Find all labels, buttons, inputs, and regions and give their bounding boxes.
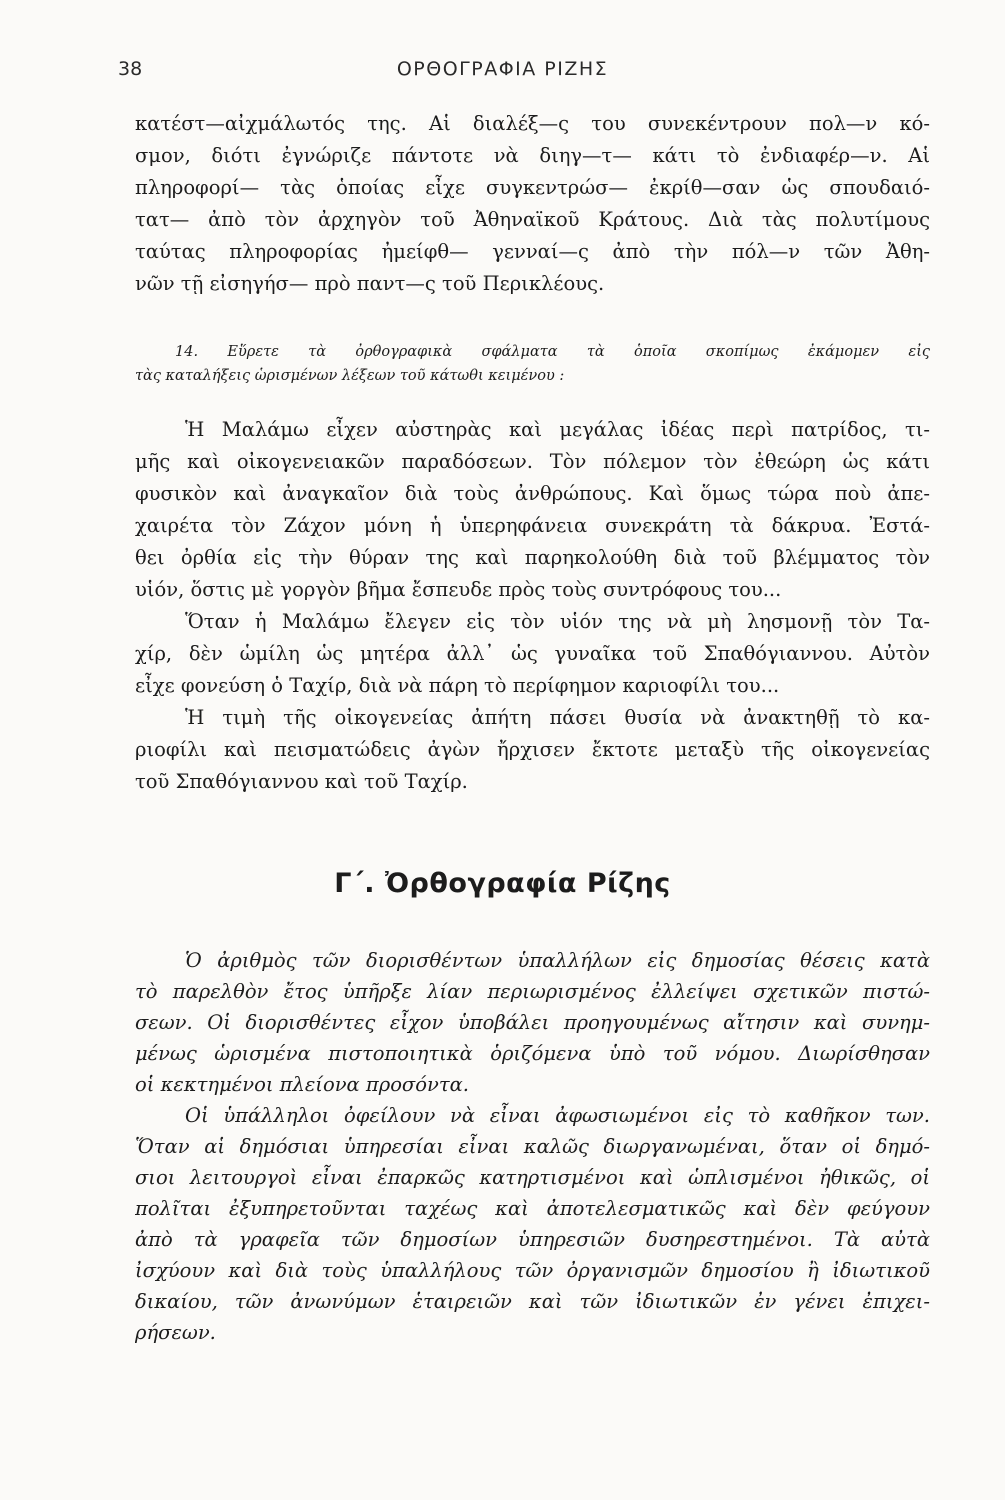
text-line: χίρ, δὲν ὡμίλη ὡς μητέρα ἀλλ᾽ ὡς γυναῖκα τοῦ Σπαθόγιαννου. Αὐτὸν bbox=[135, 642, 930, 665]
text-line: κατέστ—αἰχμάλωτός της. Αἱ διαλέξ—ς του συνεκέντρουν πολ—ν κό- bbox=[135, 112, 930, 135]
text-line: φυσικὸν καὶ ἀναγκαῖον διὰ τοὺς ἀνθρώπους. Καὶ ὅμως τώρα ποὺ ἀπε- bbox=[135, 482, 930, 505]
text-line: θει ὀρθία εἰς τὴν θύραν της καὶ παρηκολούθη διὰ τοῦ βλέμματος τὸν bbox=[135, 546, 930, 569]
text-line: ρήσεων. bbox=[135, 1321, 216, 1344]
text-line: χαιρέτα τὸν Ζάχον μόνη ἡ ὑπερηφάνεια συνεκράτη τὰ δάκρυα. Ἐστά- bbox=[135, 514, 930, 537]
text-line: ριοφίλι καὶ πεισματώδεις ἀγὼν ἤρχισεν ἔκτοτε μεταξὺ τῆς οἰκογενείας bbox=[135, 738, 930, 761]
page-number: 38 bbox=[118, 58, 143, 80]
text-line: εἶχε φονεύση ὁ Ταχίρ, διὰ νὰ πάρη τὸ περίφημον καριοφίλι του... bbox=[135, 674, 780, 697]
text-line: ταύτας πληροφορίας ἠμείφθ— γενναί—ς ἀπὸ τὴν πόλ—ν τῶν Ἀθη- bbox=[135, 240, 930, 263]
text-line: δικαίου, τῶν ἀνωνύμων ἑταιρειῶν καὶ τῶν ἰδιωτικῶν ἐν γένει ἐπιχει- bbox=[135, 1290, 930, 1313]
text-line: οἱ κεκτημένοι πλείονα προσόντα. bbox=[135, 1073, 469, 1096]
text-line: πολῖται ἐξυπηρετοῦνται ταχέως καὶ ἀποτελεσματικῶς καὶ δὲν φεύγουν bbox=[135, 1197, 930, 1220]
text-line: μένως ὡρισμένα πιστοποιητικὰ ὁριζόμενα ὑπὸ τοῦ νόμου. Διωρίσθησαν bbox=[135, 1042, 930, 1065]
text-line: νῶν τῇ εἰσηγήσ— πρὸ παντ—ς τοῦ Περικλέους. bbox=[135, 272, 605, 295]
text-line: σιοι λειτουργοὶ εἶναι ἐπαρκῶς κατηρτισμένοι καὶ ὡπλισμένοι ἠθικῶς, οἱ bbox=[135, 1166, 930, 1189]
text-line: Ἡ Μαλάμω εἶχεν αὐστηρὰς καὶ μεγάλας ἰδέας περὶ πατρίδος, τι- bbox=[185, 418, 930, 441]
running-head bbox=[0, 58, 1005, 88]
text-line: τατ— ἀπὸ τὸν ἀρχηγὸν τοῦ Ἀθηναϊκοῦ Κράτους. Διὰ τὰς πολυτίμους bbox=[135, 208, 930, 231]
text-line: σμον, διότι ἐγνώριζε πάντοτε νὰ διηγ—τ— κάτι τὸ ἐνδιαφέρ—ν. Αἱ bbox=[135, 144, 930, 167]
text-line: μῆς καὶ οἰκογενειακῶν παραδόσεων. Τὸν πόλεμον τὸν ἐθεώρη ὡς κάτι bbox=[135, 450, 930, 473]
exercise-text bbox=[135, 414, 930, 798]
text-line: Ὁ ἀριθμὸς τῶν διορισθέντων ὑπαλλήλων εἰς δημοσίας θέσεις κατὰ bbox=[185, 949, 930, 972]
text-line: τὸ παρελθὸν ἔτος ὑπῆρξε λίαν περιωρισμένος ἐλλείψει σχετικῶν πιστώ- bbox=[135, 980, 930, 1003]
exercise-number: 14. bbox=[175, 344, 199, 360]
instruction-line bbox=[135, 340, 930, 364]
text-line: Ἡ τιμὴ τῆς οἰκογενείας ἀπήτη πάσει θυσία νὰ ἀνακτηθῇ τὸ κα- bbox=[185, 706, 930, 729]
section-text bbox=[135, 945, 930, 1348]
text-line: Οἱ ὑπάλληλοι ὀφείλουν νὰ εἶναι ἀφωσιωμένοι εἰς τὸ καθῆκον των. bbox=[185, 1104, 930, 1127]
text-line: υἱόν, ὅστις μὲ γοργὸν βῆμα ἔσπευδε πρὸς τοὺς συντρόφους του... bbox=[135, 578, 782, 601]
instruction-text: Εὕρετε τὰ ὀρθογραφικὰ σφάλματα τὰ ὁποῖα σκοπίμως ἐκάμομεν εἰς bbox=[227, 344, 931, 360]
instruction-line: τὰς καταλήξεις ὡρισμένων λέξεων τοῦ κάτωθι κειμένου : bbox=[135, 368, 565, 384]
intro-paragraph bbox=[135, 108, 930, 300]
running-title: ΟΡΘΟΓΡΑΦΙΑ ΡΙΖΗΣ bbox=[396, 58, 609, 80]
text-line: Ὅταν ἡ Μαλάμω ἔλεγεν εἰς τὸν υἱόν της νὰ μὴ λησμονῇ τὸν Τα- bbox=[185, 610, 930, 633]
text-line: τοῦ Σπαθόγιαννου καὶ τοῦ Ταχίρ. bbox=[135, 770, 468, 793]
exercise-instruction bbox=[135, 340, 930, 388]
text-line: ἰσχύουν καὶ διὰ τοὺς ὑπαλλήλους τῶν ὀργανισμῶν δημοσίου ἢ ἰδιωτικοῦ bbox=[135, 1259, 930, 1282]
text-line: σεων. Οἱ διορισθέντες εἶχον ὑποβάλει προηγουμένως αἴτησιν καὶ συνημ- bbox=[135, 1011, 930, 1034]
text-line: Ὅταν αἱ δημόσιαι ὑπηρεσίαι εἶναι καλῶς διωργανωμέναι, ὅταν οἱ δημό- bbox=[135, 1135, 930, 1158]
text-line: πληροφορί— τὰς ὁποίας εἶχε συγκεντρώσ— ἐκρίθ—σαν ὡς σπουδαιό- bbox=[135, 176, 930, 199]
text-line: ἀπὸ τὰ γραφεῖα τῶν δημοσίων ὑπηρεσιῶν δυσηρεστημένοι. Τὰ αὐτὰ bbox=[135, 1228, 930, 1251]
section-title: Γ΄. Ὀρθογραφία Ρίζης bbox=[334, 868, 671, 899]
